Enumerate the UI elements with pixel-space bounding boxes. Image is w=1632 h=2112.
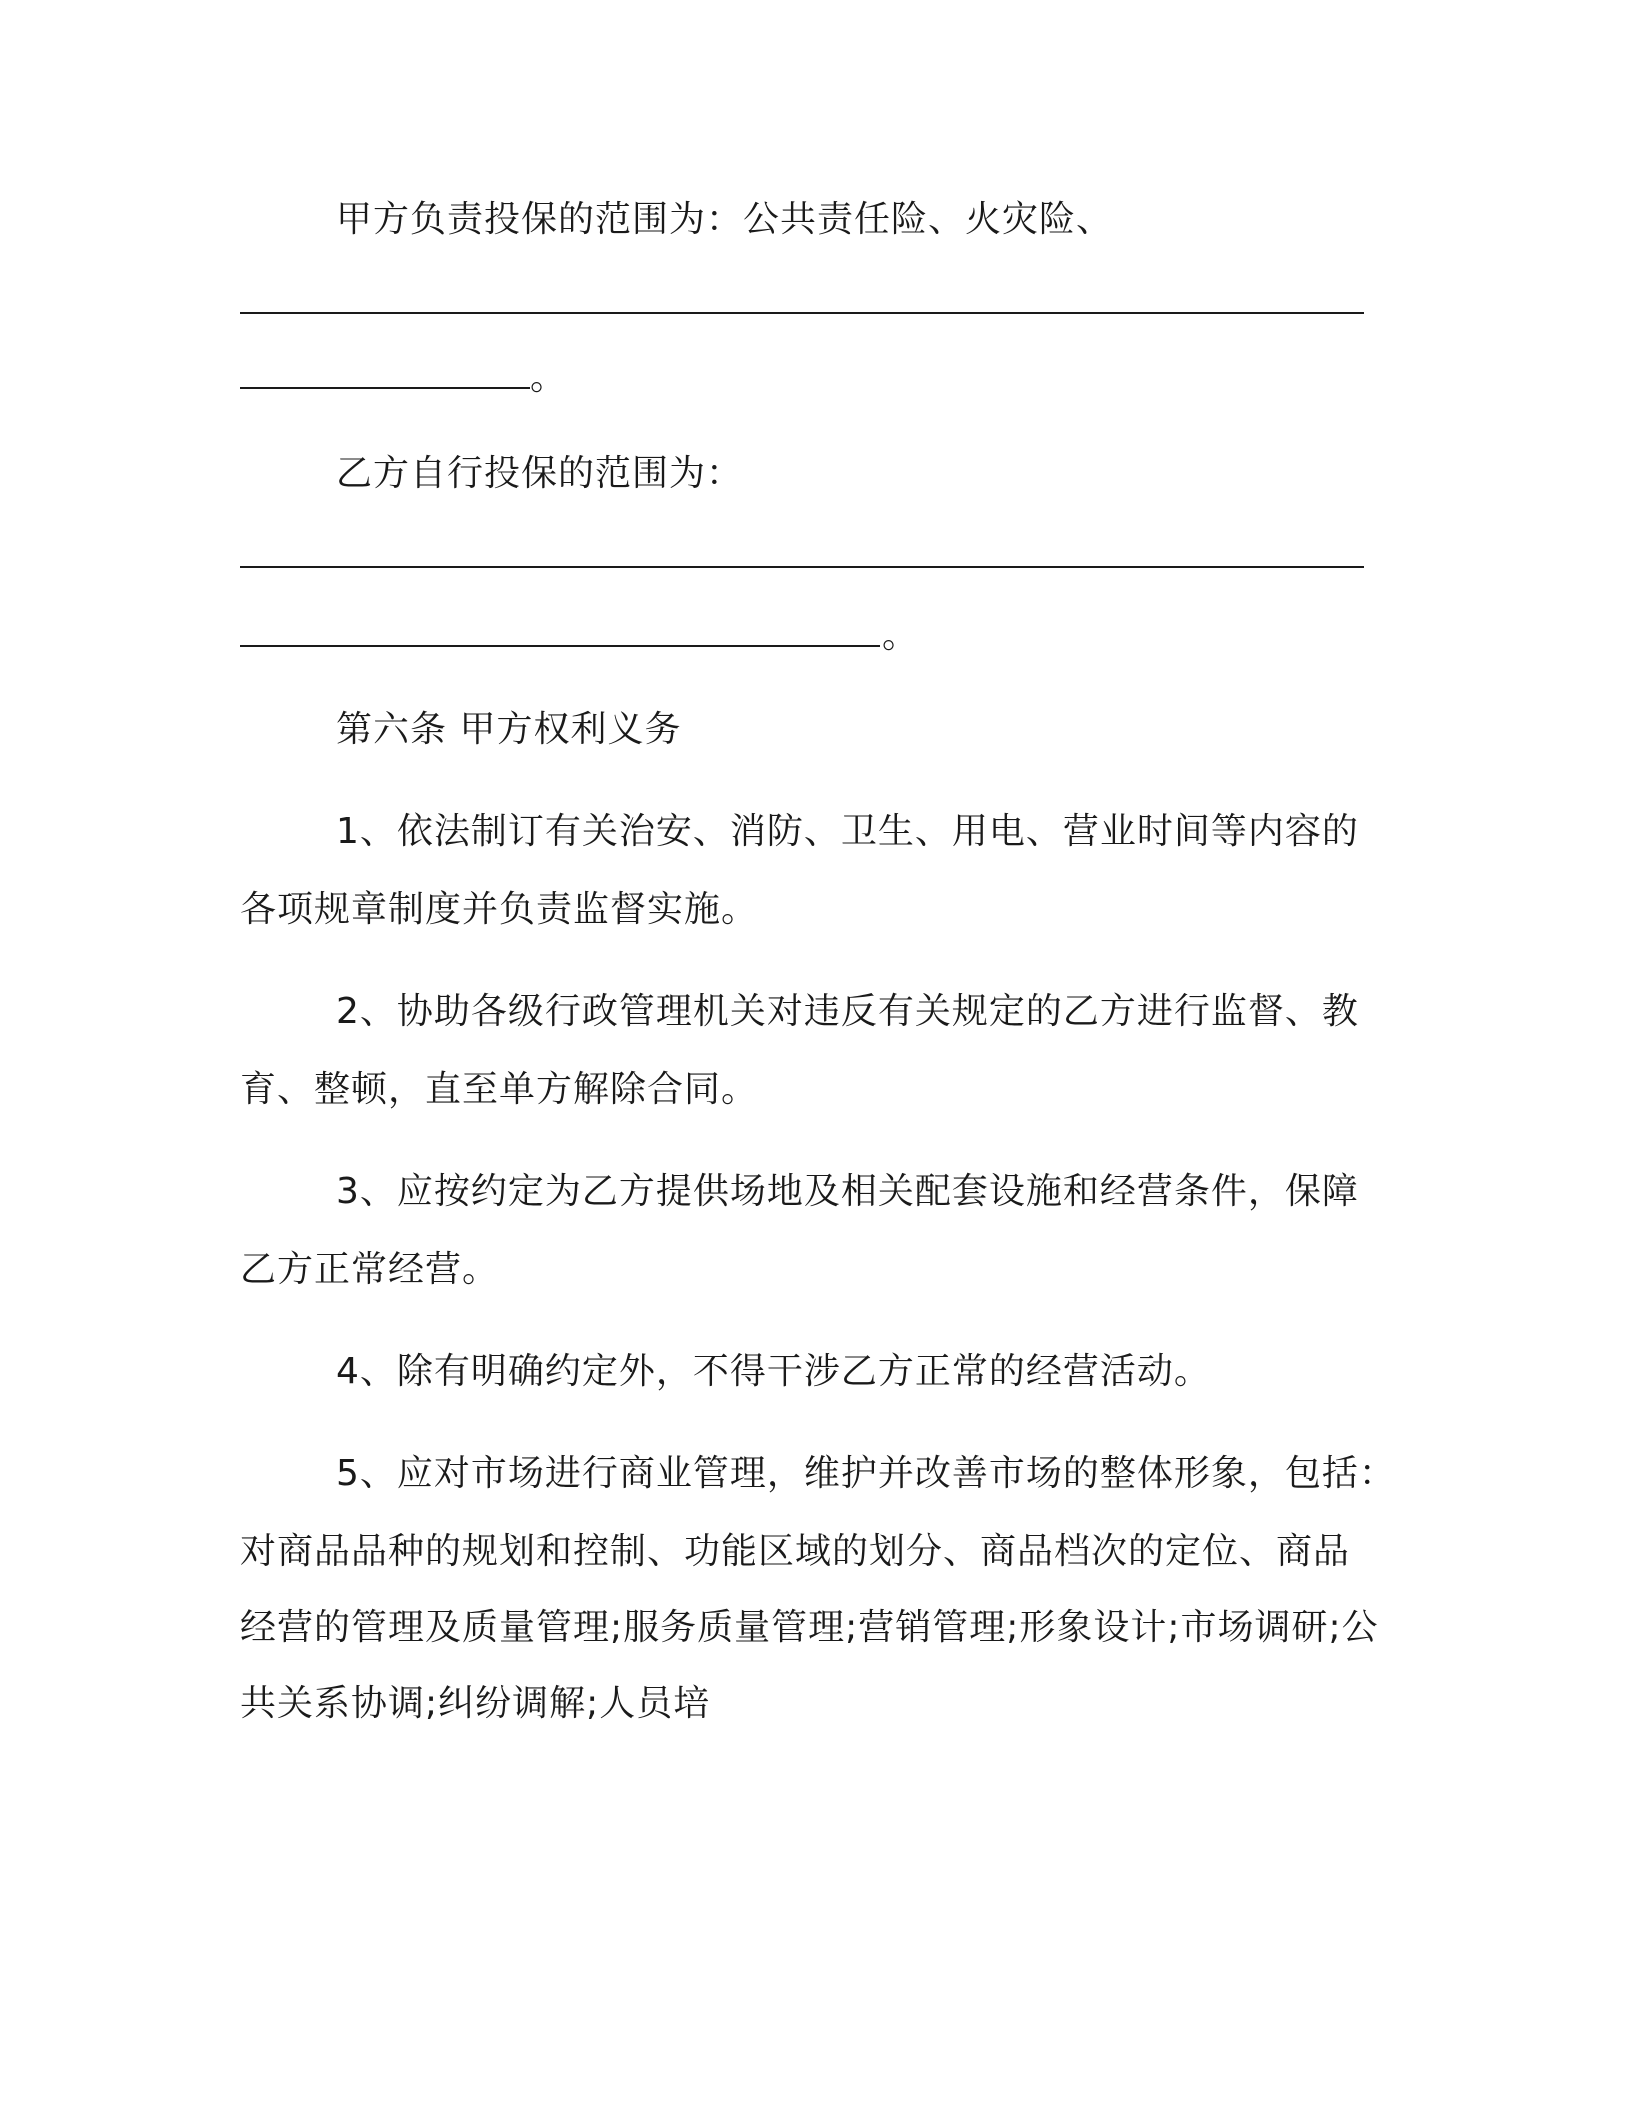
paragraph-line: 育、整顿，直至单方解除合同。 bbox=[240, 1069, 759, 1110]
paragraph-line: 乙方正常经营。 bbox=[240, 1249, 500, 1290]
paragraph-line: 对商品品种的规划和控制、功能区域的划分、商品档次的定位、商品 bbox=[240, 1531, 1351, 1572]
paragraph-line: 1、依法制订有关治安、消防、卫生、用电、营业时间等内容的 bbox=[336, 811, 1359, 852]
paragraph-line: 4、除有明确约定外，不得干涉乙方正常的经营活动。 bbox=[336, 1351, 1211, 1392]
fill-in-blank-line bbox=[240, 387, 530, 389]
fill-in-blank-line bbox=[240, 312, 1364, 314]
paragraph-line: 2、协助各级行政管理机关对违反有关规定的乙方进行监督、教 bbox=[336, 991, 1359, 1032]
sentence-period: 。 bbox=[530, 357, 567, 398]
article-heading: 第六条 甲方权利义务 bbox=[336, 709, 682, 750]
paragraph-line: 各项规章制度并负责监督实施。 bbox=[240, 889, 759, 930]
paragraph-line: 3、应按约定为乙方提供场地及相关配套设施和经营条件，保障 bbox=[336, 1171, 1359, 1212]
fill-in-blank-line bbox=[240, 645, 880, 647]
sentence-period: 。 bbox=[882, 615, 919, 656]
fill-in-blank-line bbox=[240, 566, 1364, 568]
paragraph-line: 共关系协调;纠纷调解;人员培 bbox=[240, 1683, 711, 1724]
paragraph-line: 经营的管理及质量管理;服务质量管理;营销管理;形象设计;市场调研;公 bbox=[240, 1607, 1379, 1648]
party-b-insurance-scope: 乙方自行投保的范围为： bbox=[336, 453, 744, 494]
party-a-insurance-scope: 甲方负责投保的范围为：公共责任险、火灾险、 bbox=[336, 199, 1114, 240]
paragraph-line: 5、应对市场进行商业管理，维护并改善市场的整体形象，包括： bbox=[336, 1453, 1396, 1494]
